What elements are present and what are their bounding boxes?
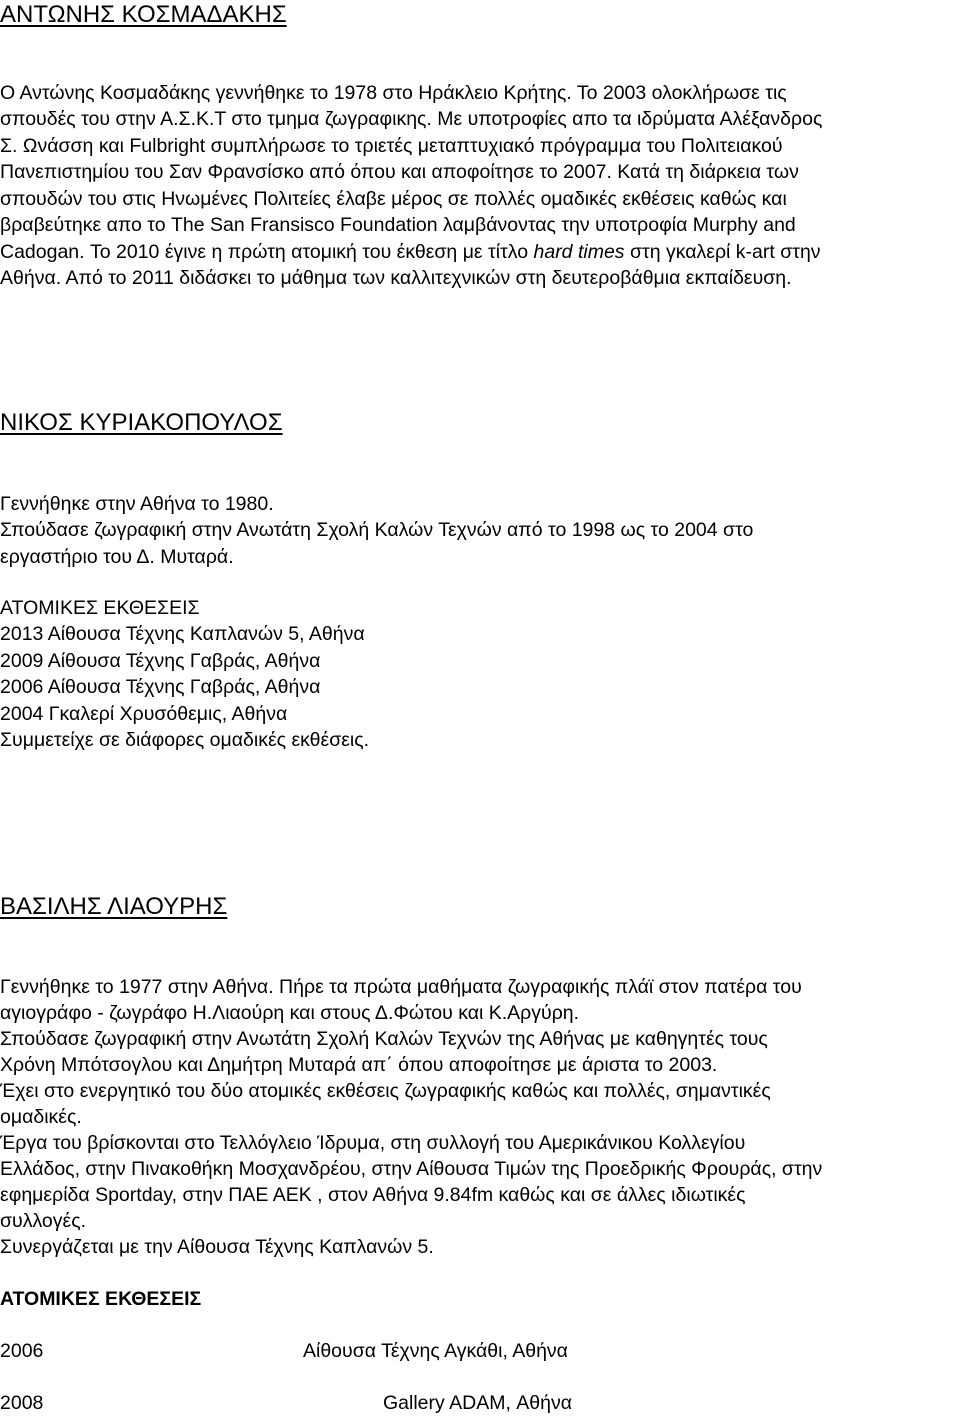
artist3-bio-line: Συνεργάζεται με την Αίθουσα Τέχνης Καπλανών 5. [0,1236,434,1258]
artist1-bio-line: σπουδών του στις Ηνωμένες Πολιτείες έλαβε μέρος σε πολλές ομαδικές εκθέσεις καθώς και [0,188,787,210]
exhibition-item: 2009 Αίθουσα Τέχνης Γαβράς, Αθήνα [0,650,321,672]
artist3-bio-line: Σπούδασε ζωγραφική στην Ανωτάτη Σχολή Καλών Τεχνών της Αθήνας με καθηγητές τους [0,1028,768,1050]
artist3-bio-line: ομαδικές. [0,1106,82,1128]
exhibition-year: 2008 [0,1392,44,1414]
exhibition-item: 2006 Αίθουσα Τέχνης Γαβράς, Αθήνα [0,676,321,698]
artist1-bio-line: Ο Αντώνης Κοσμαδάκης γεννήθηκε το 1978 στο Ηράκλειο Κρήτης. Το 2003 ολοκλήρωσε τις [0,82,787,104]
artist2-exhibitions-heading: ΑΤΟΜΙΚΕΣ ΕΚΘΕΣΕΙΣ [0,597,200,619]
artist3-bio-line: Γεννήθηκε το 1977 στην Αθήνα. Πήρε τα πρώτα μαθήματα ζωγραφικής πλάϊ στον πατέρα του [0,976,802,998]
artist3-exhibitions-heading: ΑΤΟΜΙΚΕΣ ΕΚΘΕΣΕΙΣ [0,1288,202,1310]
artist3-bio-line: Έργα του βρίσκονται στο Τελλόγλειο Ίδρυμα, στη συλλογή του Αμερικάνικου Κολλεγίου [0,1132,746,1154]
exhibition-venue: Gallery ADAM, Αθήνα [383,1392,573,1414]
artist1-bio-line: βραβεύτηκε απο το The San Fransisco Foundation λαμβάνοντας την υποτροφία Murphy and [0,214,796,236]
exhibition-year: 2006 [0,1340,44,1362]
artist3-bio-line: Ελλάδος, στην Πινακοθήκη Μοσχανδρέου, στην Αίθουσα Τιμών της Προεδρικής Φρουράς, στην [0,1158,823,1180]
artist1-bio-line: Αθήνα. Από το 2011 διδάσκει το μάθημα των καλλιτεχνικών στη δευτεροβάθμια εκπαίδευση. [0,267,792,289]
group-exhibitions-note: Συμμετείχε σε διάφορες ομαδικές εκθέσεις. [0,729,370,751]
artist3-name-heading: ΒΑΣΙΛΗΣ ΛΙΑΟΥΡΗΣ [0,893,228,920]
artist1-name-heading: ΑΝΤΩΝΗΣ ΚΟΣΜΑΔΑΚΗΣ [0,1,287,28]
artist2-name-heading: ΝΙΚΟΣ ΚΥΡΙΑΚΟΠΟΥΛΟΣ [0,409,283,436]
artist1-bio-line [0,239,821,266]
artist3-bio-line: αγιογράφο - ζωγράφο Η.Λιαούρη και στους Δ.Φώτου και Κ.Αργύρη. [0,1002,580,1024]
exhibition-item: 2013 Αίθουσα Τέχνης Καπλανών 5, Αθήνα [0,623,365,645]
exhibition-title: hard times [533,241,625,263]
artist3-bio-line: συλλογές. [0,1210,87,1232]
artist2-bio-line: Σπούδασε ζωγραφική στην Ανωτάτη Σχολή Καλών Τεχνών από το 1998 ως το 2004 στο [0,519,754,541]
bio-text: στη γκαλερί k-art στην [624,241,821,263]
artist1-bio-line: Σ. Ωνάσση και Fulbright συμπλήρωσε το τριετές μεταπτυχιακό πρόγραμμα του Πολιτειακού [0,135,783,157]
artist1-bio-line: σπουδές του στην Α.Σ.Κ.Τ στο τμημα ζωγραφικης. Με υποτροφίες απο τα ιδρύματα Αλέξανδρος [0,108,823,130]
artist2-bio-line: Γεννήθηκε στην Αθήνα το 1980. [0,493,274,515]
exhibition-item: 2004 Γκαλερί Χρυσόθεμις, Αθήνα [0,703,288,725]
artist2-bio-line: εργαστήριο του Δ. Μυταρά. [0,546,234,568]
artist3-bio-line: Έχει στο ενεργητικό του δύο ατομικές εκθέσεις ζωγραφικής καθώς και πολλές, σημαντικές [0,1080,771,1102]
exhibition-venue: Αίθουσα Τέχνης Αγκάθι, Αθήνα [303,1340,568,1362]
artist3-bio-line: Χρόνη Μπότσογλου και Δημήτρη Μυταρά απ΄ όπου αποφοίτησε με άριστα το 2003. [0,1054,718,1076]
artist3-bio-line: εφημερίδα Sportday, στην ΠΑΕ ΑΕΚ , στον Αθήνα 9.84fm καθώς και σε άλλες ιδιωτικές [0,1184,746,1206]
artist1-bio-line: Πανεπιστημίου του Σαν Φρανσίσκο από όπου και αποφοίτησε το 2007. Κατά τη διάρκεια των [0,161,799,183]
bio-text: Cadogan. Το 2010 έγινε η πρώτη ατομική του έκθεση με τίτλο [0,241,534,263]
